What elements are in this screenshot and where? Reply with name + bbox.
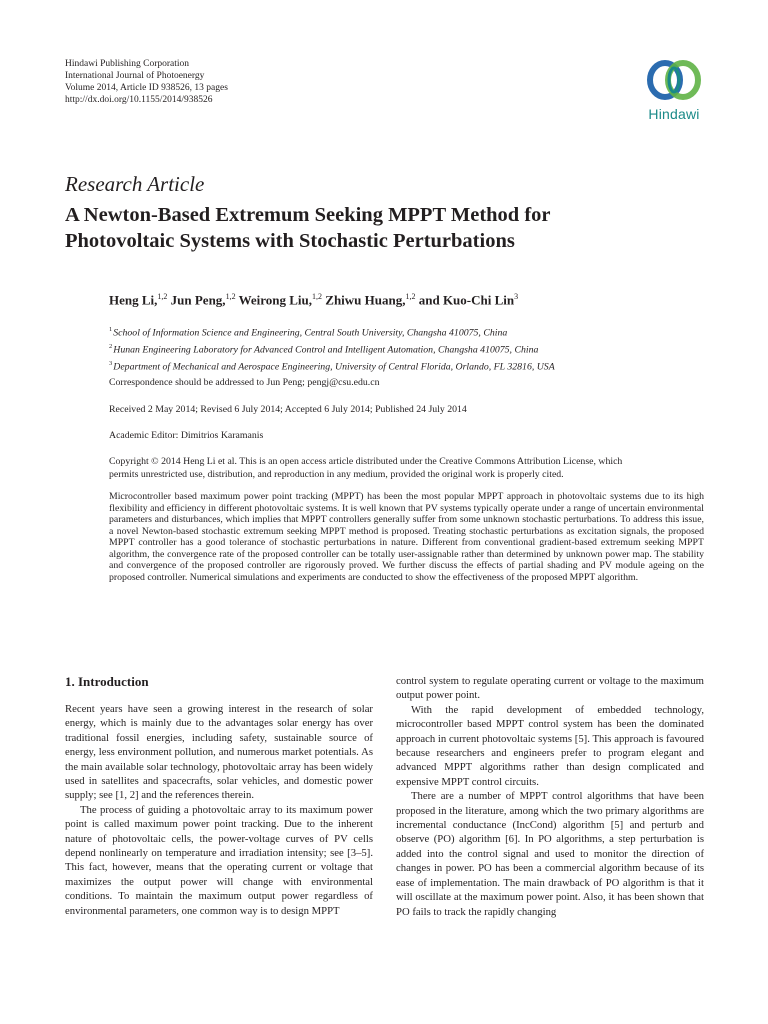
body-paragraph: There are a number of MPPT control algorithms that have been proposed in the literature, among which the two primary algorithms are incremental conductance (IncCond) algorithm [5] and perturb and observe (PO) algorithm [6]. In PO algorithms, a step perturbation is added into the control signal and used to monitor the direction of changes in power. PO has been a commercial algorithm because of its ease of implementation. The main drawback of PO algorithm is that it will oscillate at the maximum power point. Also, it has been shown that PO fails to track the rapidly changing [396,790,704,918]
author-affil-sup: 1,2 [225,292,236,301]
affiliation-text: Department of Mechanical and Aerospace Engineering, University of Central Florida, Orlando, FL 32816, USA [113,360,555,372]
copyright-line-2: permits unrestricted use, distribution, and reproduction in any medium, provided the original work is properly cited. [109,469,564,480]
logo-text: Hindawi [648,106,700,122]
affiliation-item [109,323,555,340]
body-paragraph: control system to regulate operating current or voltage to the maximum output power point. [396,675,704,702]
body-column-right [396,674,704,919]
title-line-2: Photovoltaic Systems with Stochastic Perturbations [65,230,515,252]
affiliation-number: 2 [109,342,113,350]
body-column-left [65,674,373,918]
correspondence: Correspondence should be addressed to Jun Peng; pengj@csu.edu.cn [109,377,380,388]
affiliation-number: 3 [109,359,113,367]
author-name: Heng Li, [109,292,158,308]
doi-link[interactable]: http://dx.doi.org/10.1155/2014/938526 [65,95,213,105]
article-type: Research Article [65,172,205,196]
volume-info: Volume 2014, Article ID 938526, 13 pages [65,83,228,93]
article-dates: Received 2 May 2014; Revised 6 July 2014; Accepted 6 July 2014; Published 24 July 2014 [109,404,467,415]
publisher-name: Hindawi Publishing Corporation [65,59,190,69]
author-affil-sup: 3 [514,292,519,301]
body-paragraph: The process of guiding a photovoltaic array to its maximum power point is called maximum power point tracking. Due to the inherent nature of photovoltaic cells, the power-voltage curves of PV cells depend nonlinearly on temperature and irradiation intensity; see [3–5]. This fact, however, means that the operating current or voltage that maximizes the output power will change with environmental conditions. To maintain the maximum output power regardless of environmental parameters, one common way is to design MPPT [65,803,373,917]
hindawi-rings-icon [645,58,703,102]
affiliation-text: School of Information Science and Engineering, Central South University, Changsha 410075, China [113,327,508,339]
body-paragraph: Recent years have seen a growing interest in the research of solar energy, which is mainly due to the advantages solar energy has over traditional fossil energies, including safety, sustainable source of energy, less environment pollution, and numerous market potentials. As the main available solar technology, photovoltaic array has been widely used in satellites and spacecrafts, solar vehicles, and domestic power supply; see [1, 2] and the references therein. [65,703,373,802]
publication-info [65,58,228,106]
body-paragraph: With the rapid development of embedded technology, microcontroller based MPPT control system has been the dominated approach in current photovoltaic systems [5]. This approach is favoured because researchers and engineers prefer to program elegant and advanced MPPT algorithms rather than design complicated and expensive MPPT control circuits. [396,703,704,788]
affiliation-number: 1 [109,326,113,333]
author-name: Weirong Liu, [238,292,313,308]
author-name: Jun Peng, [170,292,226,308]
section-heading: 1. Introduction [65,674,149,689]
paper-title [65,202,705,254]
author-affil-sup: 1,2 [157,292,168,301]
affiliation-item [109,357,555,374]
author-name: Zhiwu Huang, [325,292,406,308]
author-list [109,292,518,308]
title-line-1: A Newton-Based Extremum Seeking MPPT Method for [65,204,551,226]
abstract: Microcontroller based maximum power point tracking (MPPT) has been the most popular MPPT approach in photovoltaic systems due to its high flexibility and efficiency in different photovoltaic systems. It is well known that PV systems typically operate under a range of uncertain environmental parameters and disturbances, which implies that MPPT controllers generally suffer from some unknown stochastic perturbations. To address this issue, a novel Newton-based stochastic extremum seeking MPPT method is proposed. Treating stochastic perturbations as excitation signals, the proposed MPPT controller has a good tolerance of stochastic perturbations in nature. Different from conventional gradient-based extremum seeking MPPT algorithm, the convergence rate of the proposed controller can be totally user-assignable rather than determined by unknown power map. The stability and convergence of the proposed controller are rigorously proved. We further discuss the effects of partial shading and PV module ageing on the proposed controller. Numerical simulations and experiments are conducted to show the effectiveness of the proposed MPPT algorithm. [109,491,704,583]
hindawi-logo [636,58,712,122]
journal-name: International Journal of Photoenergy [65,71,205,81]
affiliation-text: Hunan Engineering Laboratory for Advanced Control and Intelligent Automation, Changsha 410075, China [113,344,539,356]
copyright-line-1: Copyright © 2014 Heng Li et al. This is an open access article distributed under the Creative Commons Attribution License, which [109,456,623,467]
author-name: and Kuo-Chi Lin [418,292,515,308]
copyright-notice [109,455,704,481]
affiliations [109,323,555,373]
author-affil-sup: 1,2 [405,292,416,301]
affiliation-item [109,340,555,357]
academic-editor: Academic Editor: Dimitrios Karamanis [109,430,264,441]
author-affil-sup: 1,2 [312,292,323,301]
